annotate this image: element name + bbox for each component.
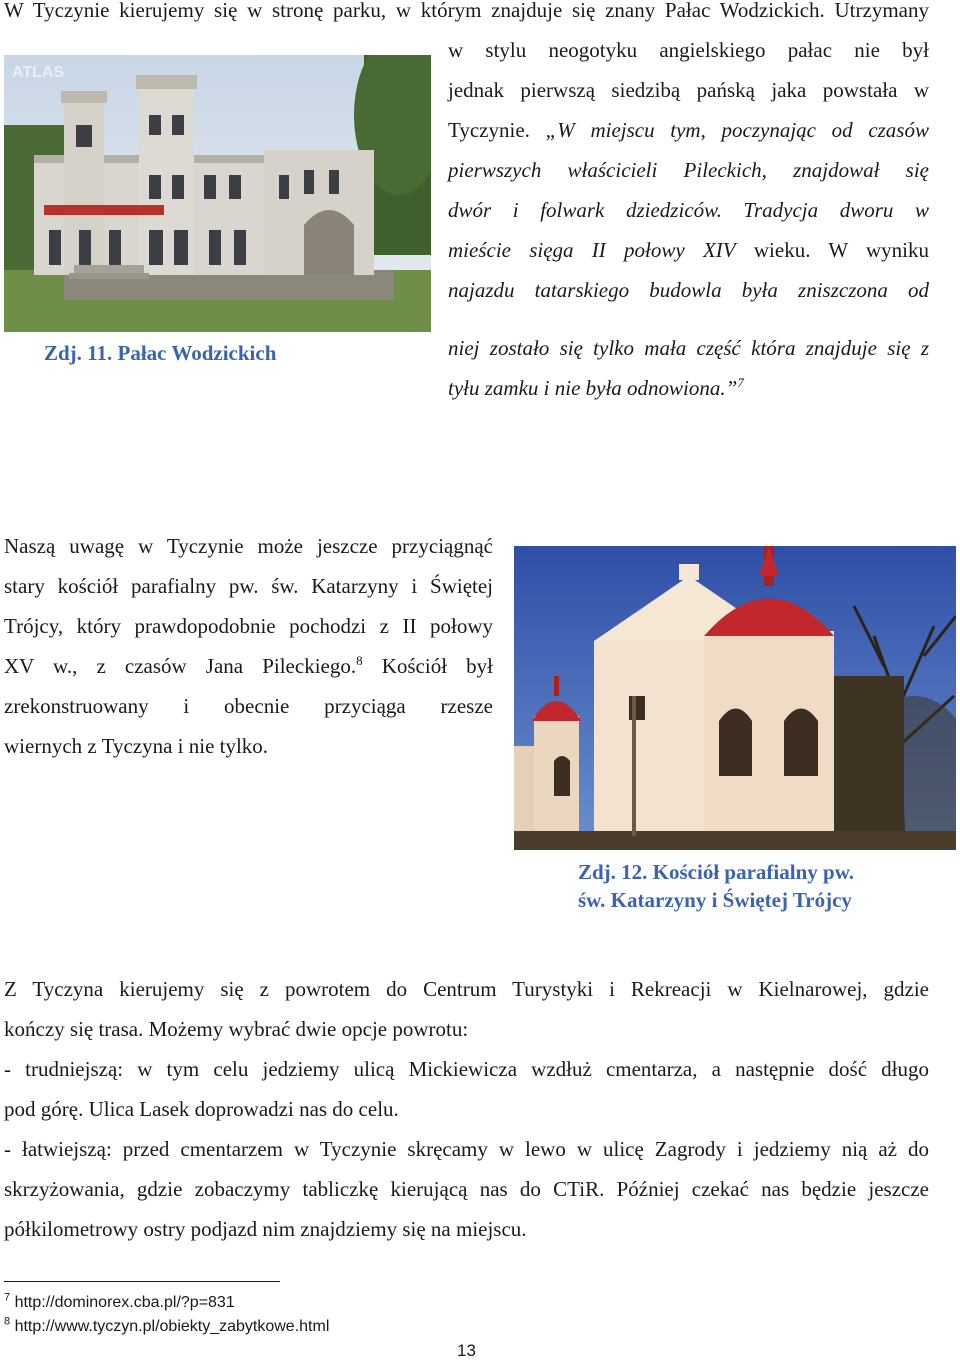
footnote-8 <box>4 1316 329 1338</box>
para1-line1: W Tyczynie kierujemy się w stronę parku, w którym znajduje się znany Pałac Wodzickich. Utrzymany <box>4 0 929 22</box>
atlas-watermark: ATLAS <box>12 64 65 81</box>
para3-line1: Z Tyczyna kierujemy się z powrotem do Centrum Turystyki i Rekreacji w Kielnarowej, gdzie <box>4 977 929 1001</box>
para3-line5: - łatwiejszą: przed cmentarzem w Tyczynie skręcamy w lewo w ulicę Zagrody i jedziemy nią aż do <box>4 1137 929 1161</box>
para3-line6: skrzyżowania, gdzie zobaczymy tabliczkę kierującą nas do CTiR. Później czekać nas będzie jeszcze <box>4 1177 929 1201</box>
para2-line4 <box>4 646 493 686</box>
para1-line10-text: tyłu zamku i nie była odnowiona.” <box>448 376 738 400</box>
para2-line3: Trójcy, który prawdopodobnie pochodzi z II połowy <box>4 614 493 638</box>
para1-line9: niej zostało się tylko mała część która znajduje się z <box>448 336 929 360</box>
para1-line10 <box>448 368 744 408</box>
para1-line3: jednak pierwszą siedzibą pańską jaka powstała w <box>448 78 929 102</box>
footnote-7-number: 7 <box>4 1291 11 1304</box>
figure12-caption-line1: Zdj. 12. Kościół parafialny pw. <box>578 860 854 884</box>
para1-line7 <box>448 230 929 270</box>
figure12-caption-line2: św. Katarzyny i Świętej Trójcy <box>578 888 852 912</box>
para2-line2: stary kościół parafialny pw. św. Katarzyny i Świętej <box>4 574 493 598</box>
page-number: 13 <box>457 1341 476 1360</box>
para1-line2: w stylu neogotyku angielskiego pałac nie był <box>448 38 929 62</box>
footnote-8-link[interactable]: http://www.tyczyn.pl/obiekty_zabytkowe.html <box>14 1318 330 1335</box>
para2-line4a: XV w., z czasów Jana Pileckiego. <box>4 654 357 678</box>
figure11-caption: Zdj. 11. Pałac Wodzickich <box>44 341 277 365</box>
footnote-separator <box>4 1281 280 1282</box>
para1-line7-italic: mieście sięga II połowy XIV <box>448 238 736 262</box>
footnote-ref-8[interactable]: 8 <box>356 653 363 668</box>
para1-quote-start: „W miejscu tym, poczynając od czasów <box>545 118 929 142</box>
para1-line8: najazdu tatarskiego budowla była zniszczona od <box>448 278 929 302</box>
para1-line4 <box>448 110 929 150</box>
para1-line4-plain: Tyczynie. <box>448 118 530 142</box>
palace-photo <box>4 55 431 332</box>
para3-line4: pod górę. Ulica Lasek doprowadzi nas do celu. <box>4 1097 399 1121</box>
para2-line5: zrekonstruowany i obecnie przyciąga rzesze <box>4 694 493 718</box>
para3-line7: półkilometrowy ostry podjazd nim znajdziemy się na miejscu. <box>4 1217 527 1241</box>
footnote-ref-7[interactable]: 7 <box>737 375 744 390</box>
para2-line1: Naszą uwagę w Tyczynie może jeszcze przyciągnąć <box>4 534 493 558</box>
para3-line3: - trudniejszą: w tym celu jedziemy ulicą Mickiewicza wzdłuż cmentarza, a następnie dość długo <box>4 1057 929 1081</box>
para2-line6: wiernych z Tyczyna i nie tylko. <box>4 734 269 758</box>
footnote-7 <box>4 1292 235 1314</box>
figure12-caption <box>578 858 854 914</box>
para1-line7-plain: wieku. W wyniku <box>753 238 930 262</box>
footnote-7-link[interactable]: http://dominorex.cba.pl/?p=831 <box>14 1294 235 1311</box>
para1-line5: pierwszych właścicieli Pileckich, znajdował się <box>448 158 929 182</box>
para2-line4b: Kościół był <box>381 654 493 678</box>
para1-line6: dwór i folwark dziedziców. Tradycja dworu w <box>448 198 929 222</box>
footnote-8-number: 8 <box>4 1315 11 1328</box>
church-photo <box>514 546 956 850</box>
para3-line2: kończy się trasa. Możemy wybrać dwie opcje powrotu: <box>4 1017 469 1041</box>
